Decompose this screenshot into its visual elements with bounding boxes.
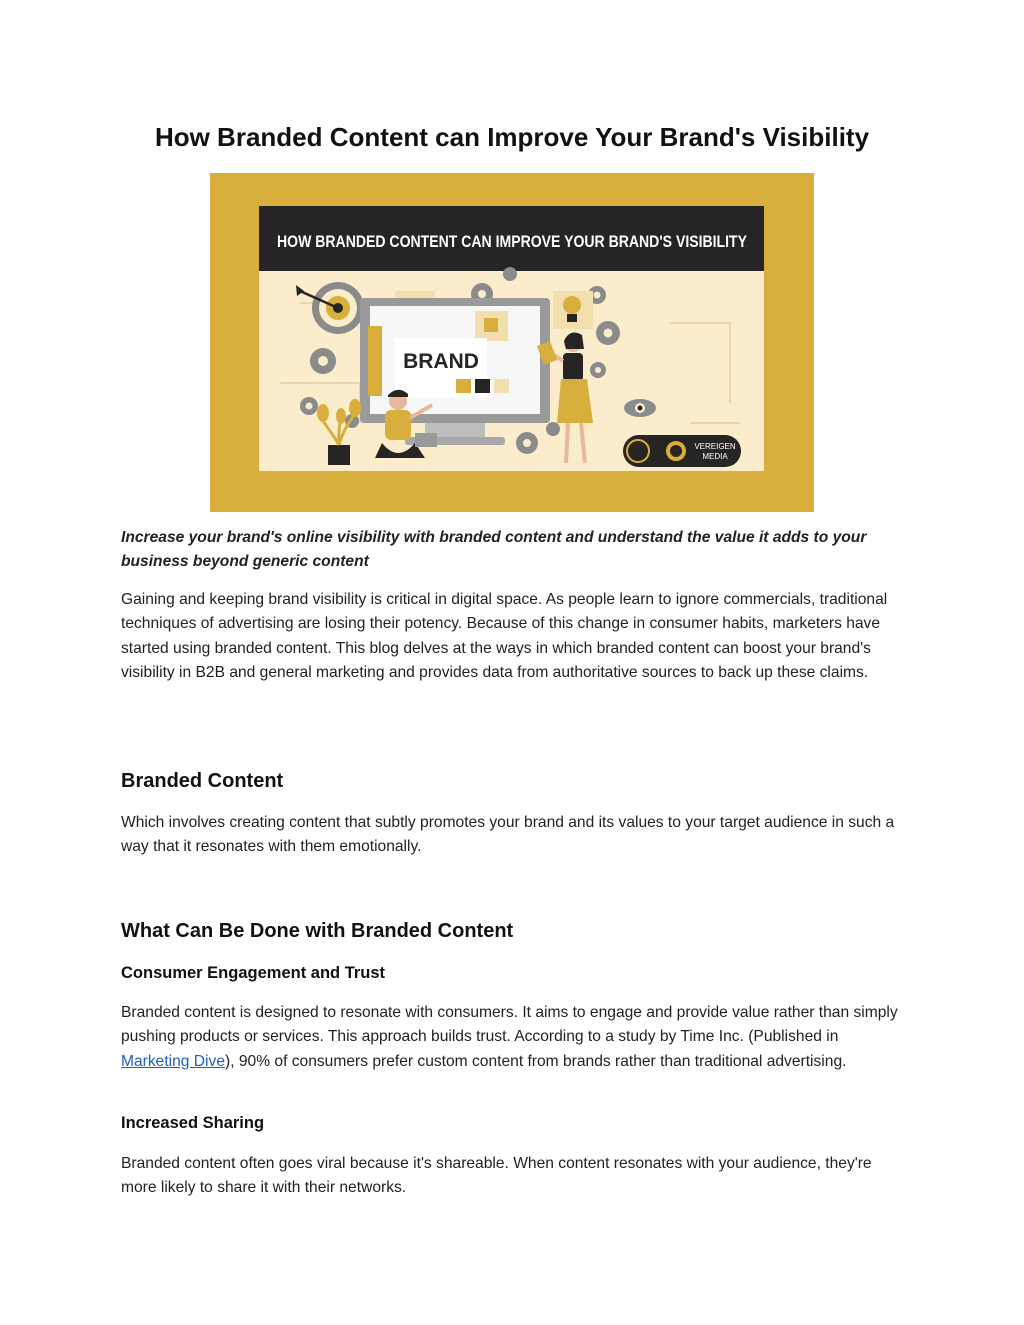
hero-illustration	[210, 173, 814, 512]
lightbulb-icon	[553, 291, 593, 329]
branded-content-paragraph: Which involves creating content that subtly promotes your brand and its values to your target audience in such a way that it resonates with them emotionally.	[121, 814, 895, 856]
engagement-text-before: Branded content is designed to resonate with consumers. It aims to engage and provide value rather than simply pushing products or services. This approach builds trust. According to a study by Time Inc. (Published in	[121, 1004, 898, 1046]
engagement-text-after: ), 90% of consumers prefer custom content from brands rather than traditional advertising.	[225, 1052, 847, 1070]
sharing-paragraph: Branded content often goes viral because it's shareable. When content resonates with your audience, they're more likely to share it with their networks.	[121, 1155, 872, 1197]
eye-icon	[624, 399, 656, 417]
heading-engagement-trust: Consumer Engagement and Trust	[121, 964, 386, 982]
marketing-dive-link[interactable]: Marketing Dive	[121, 1052, 225, 1070]
engagement-paragraph	[121, 1001, 911, 1074]
hero-banner-text: HOW BRANDED CONTENT CAN IMPROVE YOUR BRAND'S VISIBILITY	[277, 232, 748, 251]
heading-increased-sharing: Increased Sharing	[121, 1114, 265, 1132]
heading-what-can-be-done: What Can Be Done with Branded Content	[121, 920, 514, 942]
vereigen-media-logo	[623, 435, 741, 467]
logo-line1: VEREIGEN	[694, 442, 736, 451]
hero-screen-text: BRAND	[403, 350, 479, 373]
lead-paragraph: Increase your brand's online visibility with branded content and understand the value it adds to your business beyond generic content	[121, 529, 867, 571]
logo-line2: MEDIA	[702, 452, 728, 461]
page-title: How Branded Content can Improve Your Brand's Visibility	[154, 122, 870, 152]
intro-paragraph: Gaining and keeping brand visibility is critical in digital space. As people learn to ignore commercials, traditional techniques of advertising are losing their potency. Because of this change in consumer habits, marketers have started using branded content. This blog delves at the ways in which branded content can boost your brand's visibility in B2B and general marketing and provides data from authoritative sources to back up these claims.	[121, 591, 888, 681]
heading-branded-content: Branded Content	[121, 770, 284, 792]
